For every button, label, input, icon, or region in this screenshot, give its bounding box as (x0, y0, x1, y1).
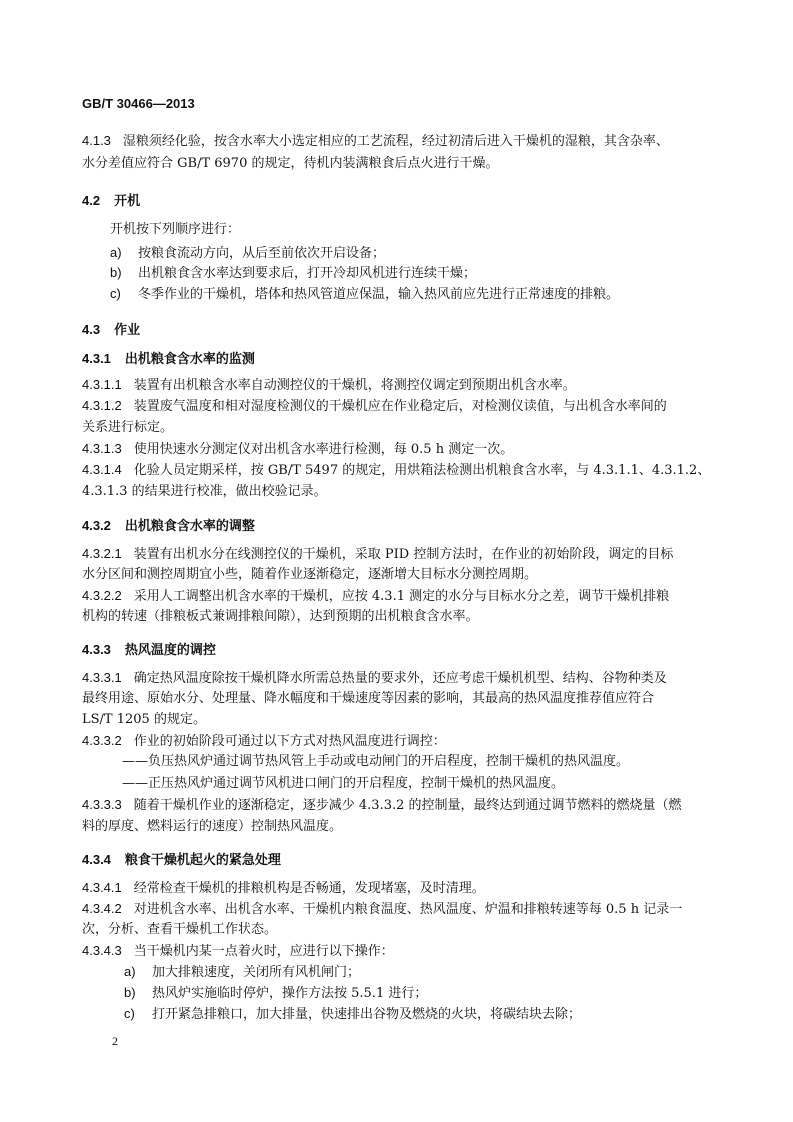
paragraph-text: 开机按下列顺序进行： (110, 222, 241, 237)
clause-text-continued: 次，分析、查看干燥机工作状态。 (82, 922, 278, 937)
list-label: a) (124, 964, 136, 979)
list-text: 出机粮食含水率达到要求后，打开冷却风机进行连续干燥； (138, 266, 477, 281)
section-title: 开机 (114, 194, 141, 209)
clause-text-continued: 料的厚度、燃料运行的速度）控制热风温度。 (82, 819, 343, 834)
clause-text: 确定热风温度除按干燥机降水所需总热量的要求外，还应考虑干燥机机型、结构、谷物种类及 (133, 671, 667, 686)
clause-text: 装置有出机水分在线测控仪的干燥机，采取 PID 控制方法时，在作业的初始阶段，调定的目标 (133, 547, 674, 562)
clause-number: 4.3.1.3 (82, 441, 122, 456)
list-label: b) (110, 265, 122, 280)
list-item-b (124, 984, 427, 1002)
clause-text: 化验人员定期采样，按 GB/T 5497 的规定，用烘箱法检测出机粮食含水率，与 4.3.1.1、4.3.1.2、 (133, 463, 711, 478)
clause-4-3-2-1 (82, 545, 673, 563)
list-item-c (110, 285, 619, 303)
page-number: 2 (112, 1034, 118, 1048)
clause-text: 当干燥机内某一点着火时，应进行以下操作： (133, 944, 394, 959)
list-label: c) (110, 286, 121, 301)
clause-4-1-3 (82, 132, 669, 150)
clause-4-3-1-3 (82, 440, 513, 458)
clause-text-continued: 关系进行标定。 (82, 420, 174, 435)
section-title: 作业 (114, 323, 141, 338)
clause-4-3-3-2 (82, 732, 446, 750)
list-text: 按粮食流动方向，从后至前依次开启设备； (138, 246, 386, 261)
clause-number: 4.3.1.4 (82, 462, 122, 477)
section-heading-4-3 (82, 321, 140, 339)
clause-text: 装置废气温度和相对湿度检测仪的干燥机应在作业稳定后，对检测仪读值，与出机含水率间的 (133, 399, 667, 414)
clause-number: 4.3.2.1 (82, 546, 122, 561)
clause-text-continued: 水分差值应符合 GB/T 6970 的规定，待机内装满粮食后点火进行干燥。 (82, 156, 499, 171)
subsection-title: 出机粮食含水率的调整 (124, 519, 255, 534)
list-text: 冬季作业的干燥机，塔体和热风管道应保温，输入热风前应先进行正常速度的排粮。 (138, 287, 620, 302)
list-label: a) (110, 245, 122, 260)
clause-4-3-4-2 (82, 900, 682, 918)
section-number: 4.2 (82, 193, 101, 208)
subsection-heading-4-3-2 (82, 517, 255, 535)
clause-4-3-1-1 (82, 376, 576, 394)
clause-text-continued: 水分区间和测控周期宜小些，随着作业逐渐稳定，逐渐增大目标水分测控周期。 (82, 567, 538, 582)
subsection-title: 粮食干燥机起火的紧急处理 (124, 853, 281, 868)
list-text: 加大排粮速度，关闭所有风机闸门； (152, 965, 361, 980)
clause-text-continued: 4.3.1.3 的结果进行校准，做出校验记录。 (82, 484, 327, 499)
clause-text-continued: 最终用途、原始水分、处理量、降水幅度和干燥速度等因素的影响，其最高的热风温度推荐值应符合 (82, 691, 655, 706)
list-text: 打开紧急排粮口，加大排量，快速排出谷物及燃烧的火块，将碳结块去除； (152, 1007, 582, 1022)
clause-text: 采用人工调整出机含水率的干燥机，应按 4.3.1 测定的水分与目标水分之差，调节干燥机排粮 (133, 589, 670, 604)
clause-number: 4.3.4.1 (82, 880, 122, 895)
subsection-number: 4.3.2 (82, 518, 111, 533)
clause-text: 对进机含水率、出机含水率、干燥机内粮食温度、热风温度、炉温和排粮转速等每 0.5 h 记录一 (133, 902, 683, 917)
clause-4-3-4-3 (82, 942, 394, 960)
list-item-b (110, 264, 476, 282)
clause-4-3-1-2 (82, 397, 667, 415)
section-number: 4.3 (82, 322, 101, 337)
section-heading-4-2 (82, 192, 140, 210)
subsection-heading-4-3-1 (82, 350, 255, 368)
clause-text: 装置有出机粮含水率自动测控仪的干燥机，将测控仪调定到预期出机含水率。 (133, 378, 576, 393)
list-item-c (124, 1005, 581, 1023)
clause-text-continued: 机构的转速（排粮板式兼调排粮间隙），达到预期的出机粮食含水率。 (82, 609, 479, 624)
clause-text: 作业的初始阶段可通过以下方式对热风温度进行调控： (133, 734, 446, 749)
subsection-heading-4-3-4 (82, 851, 281, 869)
clause-number: 4.3.3.3 (82, 797, 122, 812)
clause-number: 4.3.1.2 (82, 398, 122, 413)
clause-4-3-3-3 (82, 796, 682, 814)
clause-text: 经常检查干燥机的排粮机构是否畅通，发现堵塞，及时清理。 (133, 881, 485, 896)
clause-number: 4.3.3.1 (82, 670, 122, 685)
subsection-number: 4.3.3 (82, 642, 111, 657)
clause-number: 4.3.2.2 (82, 588, 122, 603)
list-text: 热风炉实施临时停炉，操作方法按 5.5.1 进行； (152, 986, 428, 1001)
list-label: b) (124, 985, 136, 1000)
dash-item: ——正压热风炉通过调节风机进口闸门的开启程度，控制干燥机的热风温度。 (122, 776, 565, 791)
subsection-number: 4.3.1 (82, 351, 111, 366)
dash-item: ——负压热风炉通过调节热风管上手动或电动闸门的开启程度，控制干燥机的热风温度。 (122, 754, 630, 769)
clause-number: 4.3.4.2 (82, 901, 122, 916)
clause-text: 湿粮须经化验，按含水率大小选定相应的工艺流程，经过初清后进入干燥机的湿粮，其含杂率、 (122, 134, 669, 149)
clause-number: 4.3.1.1 (82, 377, 122, 392)
list-item-a (110, 244, 385, 262)
list-item-a (124, 963, 360, 981)
list-label: c) (124, 1006, 135, 1021)
subsection-title: 热风温度的调控 (124, 643, 216, 658)
subsection-number: 4.3.4 (82, 852, 111, 867)
clause-4-3-2-2 (82, 587, 669, 605)
subsection-title: 出机粮食含水率的监测 (124, 352, 255, 367)
clause-number: 4.3.3.2 (82, 733, 122, 748)
clause-number: 4.1.3 (82, 133, 111, 148)
clause-text: 随着干燥机作业的逐渐稳定，逐步减少 4.3.3.2 的控制量，最终达到通过调节燃料的燃烧量（燃 (133, 798, 682, 813)
clause-number: 4.3.4.3 (82, 943, 122, 958)
subsection-heading-4-3-3 (82, 641, 216, 659)
clause-4-3-1-4 (82, 461, 710, 479)
clause-4-3-3-1 (82, 669, 667, 687)
standard-header: GB/T 30466—2013 (82, 96, 195, 111)
clause-4-3-4-1 (82, 879, 485, 897)
clause-text: 使用快速水分测定仪对出机含水率进行检测，每 0.5 h 测定一次。 (133, 442, 514, 457)
clause-text-continued: LS/T 1205 的规定。 (82, 712, 206, 727)
